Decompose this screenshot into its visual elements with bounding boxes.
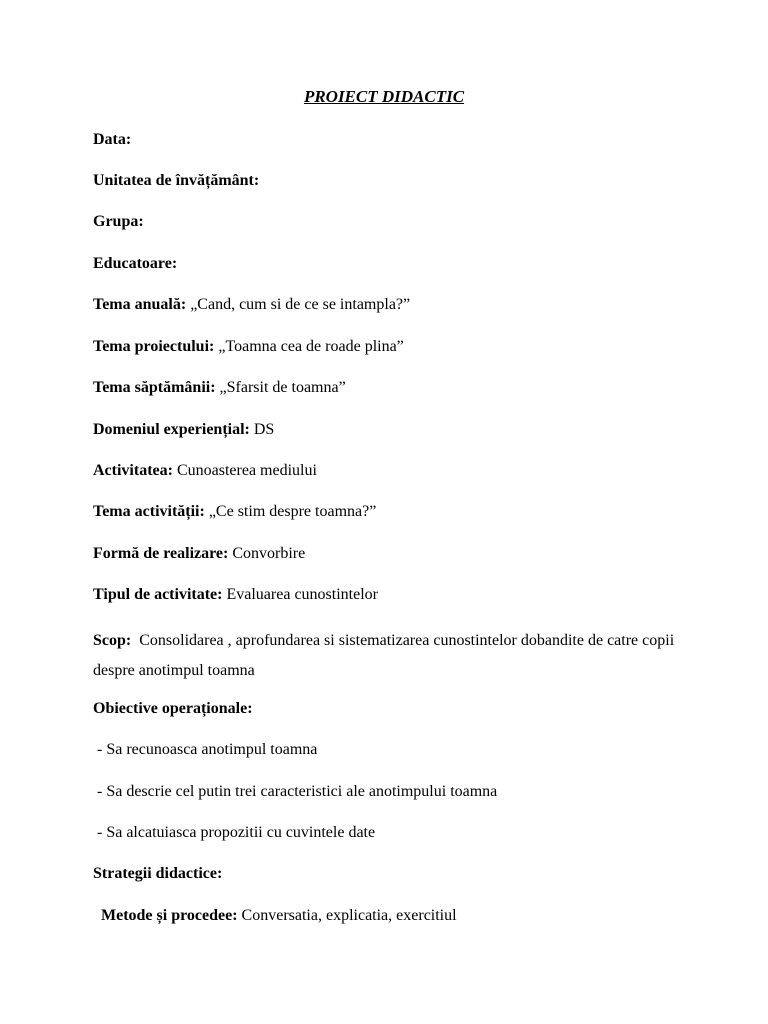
field-forma-label: Formă de realizare:: [93, 545, 229, 562]
metode-value: Conversatia, explicatia, exercitiul: [241, 907, 457, 924]
field-tema-saptamanii-label: Tema săptămânii:: [93, 379, 216, 396]
field-domeniul-value: DS: [253, 421, 275, 438]
metode-label: Metode și procedee:: [101, 907, 238, 924]
metode-line: [101, 905, 457, 927]
field-grupa-label: Grupa:: [93, 213, 144, 230]
field-activitatea-label: Activitatea:: [93, 462, 173, 479]
field-data: [93, 129, 131, 151]
field-tema-proiectului: [93, 336, 404, 358]
obiective-heading: [93, 698, 253, 720]
field-tema-activitatii-label: Tema activității:: [93, 503, 205, 520]
field-unitatea-label: Unitatea de învățământ:: [93, 172, 260, 189]
field-educatoare: [93, 253, 177, 275]
field-scop-label: Scop:: [93, 632, 132, 649]
field-unitatea: [93, 170, 259, 192]
obiectiv-item: - Sa alcatuiasca propozitii cu cuvintele date: [97, 824, 376, 841]
field-domeniul-label: Domeniul experiențial:: [93, 421, 250, 438]
field-scop: [93, 626, 683, 686]
obiective-label: Obiective operaționale:: [93, 700, 253, 717]
field-tema-anuala: [93, 294, 410, 316]
field-tema-saptamanii: [93, 377, 346, 399]
document-title: PROIECT DIDACTIC: [303, 87, 465, 106]
field-tipul-label: Tipul de activitate:: [93, 586, 223, 603]
field-tema-proiectului-value: „Toamna cea de roade plina”: [218, 338, 404, 355]
field-tema-anuala-label: Tema anuală:: [93, 296, 187, 313]
field-data-label: Data:: [93, 131, 132, 148]
field-grupa: [93, 211, 144, 233]
field-tema-activitatii-value: „Ce stim despre toamna?”: [208, 503, 377, 520]
field-forma: [93, 543, 305, 565]
obiectiv-item: - Sa recunoasca anotimpul toamna: [97, 741, 318, 758]
field-educatoare-label: Educatoare:: [93, 255, 178, 272]
strategii-heading: [93, 863, 222, 885]
field-tema-activitatii: [93, 501, 376, 523]
field-scop-value: Consolidarea , aprofundarea si sistematizarea cunostintelor dobandite de catre copii despre anotimpul toamna: [93, 632, 675, 679]
field-domeniul: [93, 419, 274, 441]
field-tipul-value: Evaluarea cunostintelor: [226, 586, 378, 603]
field-activitatea: [93, 460, 317, 482]
field-activitatea-value: Cunoasterea mediului: [176, 462, 317, 479]
field-tema-anuala-value: „Cand, cum si de ce se intampla?”: [190, 296, 411, 313]
obiectiv-item: - Sa descrie cel putin trei caracteristici ale anotimpului toamna: [97, 783, 498, 800]
strategii-label: Strategii didactice:: [93, 865, 223, 882]
field-tipul: [93, 584, 378, 606]
field-tema-saptamanii-value: „Sfarsit de toamna”: [219, 379, 346, 396]
field-tema-proiectului-label: Tema proiectului:: [93, 338, 215, 355]
field-forma-value: Convorbire: [232, 545, 306, 562]
